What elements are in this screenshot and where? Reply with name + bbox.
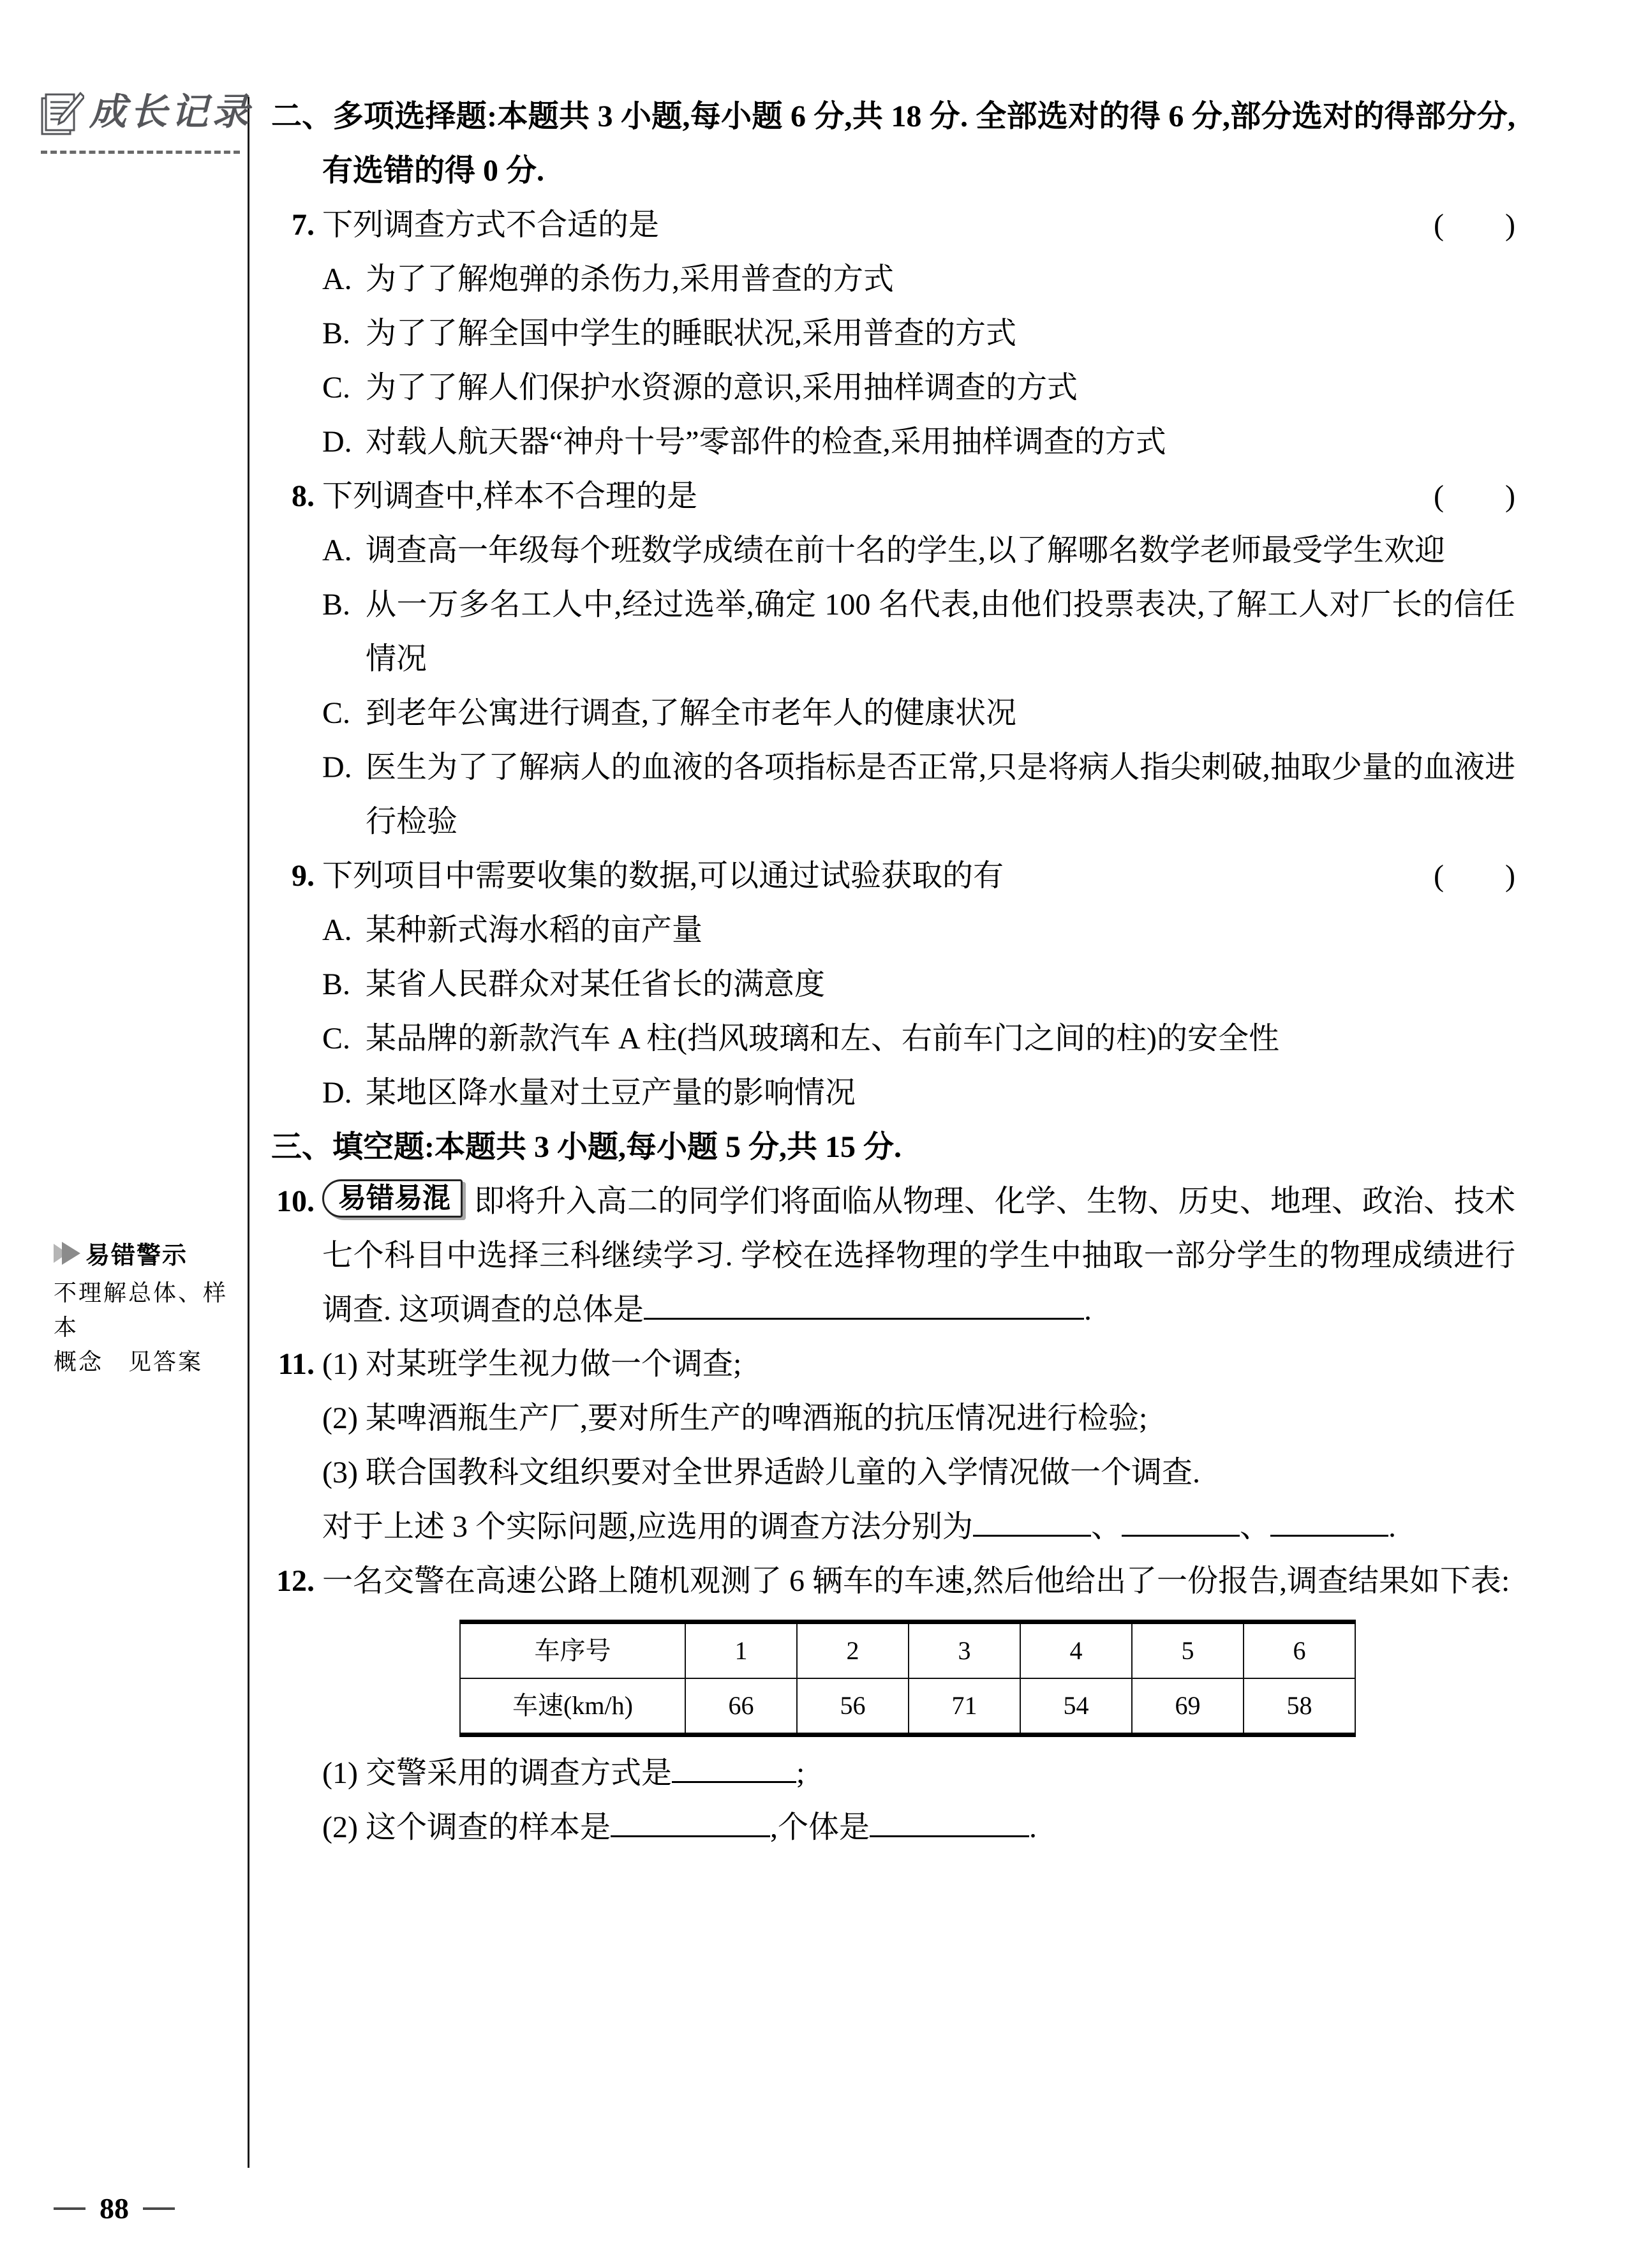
answer-brackets: ( )	[1434, 859, 1515, 893]
option-c	[322, 361, 1515, 415]
sub-item-3: (3) 联合国教科文组织要对全世界适龄儿童的入学情况做一个调查.	[322, 1456, 1200, 1489]
fill-blank-line	[973, 1511, 1091, 1537]
sentence-semicolon: ;	[796, 1756, 805, 1790]
option-text: 为了了解全国中学生的睡眠状况,采用普查的方式	[366, 317, 1017, 350]
question-10	[271, 1174, 1515, 1337]
option-text: 某省人民群众对某任省长的满意度	[366, 967, 826, 1001]
option-letter: C.	[322, 371, 351, 405]
question-11	[271, 1337, 1515, 1554]
option-text: 调查高一年级每个班数学成绩在前十名的学生,以了解哪名数学老师最受学生欢迎	[366, 533, 1446, 567]
fill-blank-line	[870, 1811, 1029, 1837]
option-b	[322, 578, 1515, 686]
option-letter: B.	[322, 967, 351, 1001]
question-7	[271, 198, 1515, 469]
question-number: 7.	[292, 208, 315, 242]
double-triangle-arrow-icon	[54, 1241, 83, 1266]
question-number: 10.	[276, 1184, 315, 1218]
fill-blank-line	[644, 1294, 1084, 1320]
question-number: 12.	[276, 1564, 315, 1598]
fill-blank-line	[1270, 1511, 1388, 1537]
question-stem: ( ) 下列调查方式不合适的是	[322, 198, 1515, 252]
speed-value-cell: 66	[685, 1678, 797, 1735]
option-letter: C.	[322, 1022, 351, 1056]
option-letter: B.	[322, 317, 351, 350]
option-d	[322, 1066, 1515, 1120]
brand-logo	[40, 92, 253, 138]
option-text: 某品牌的新款汽车 A 柱(挡风玻璃和左、右前车门之间的柱)的安全性	[366, 1022, 1279, 1056]
table-row-car-index	[460, 1622, 1355, 1679]
warning-note-line: 概念 见答案	[54, 1348, 204, 1375]
question-stem: ( ) 下列项目中需要收集的数据,可以通过试验获取的有	[322, 849, 1515, 903]
question-12	[271, 1554, 1515, 1854]
blank-separator: 、	[1240, 1510, 1271, 1544]
question-9	[271, 849, 1515, 1120]
question-stem: ( ) 下列调查中,样本不合理的是	[322, 469, 1515, 523]
speed-value-cell: 54	[1020, 1678, 1132, 1735]
sub-question-1: (1) 交警采用的调查方式是 ;	[322, 1756, 805, 1790]
sentence-period: .	[1388, 1510, 1397, 1544]
question-number: 8.	[292, 479, 315, 513]
option-a	[322, 903, 1515, 957]
table-row-speed	[460, 1678, 1355, 1735]
option-d	[322, 740, 1515, 849]
car-index-cell: 6	[1244, 1622, 1355, 1679]
page-number-dash	[54, 2207, 85, 2210]
option-text: 医生为了了解病人的血液的各项指标是否正常,只是将病人指尖刺破,抽取少量的血液进行检验	[366, 750, 1515, 839]
page-number-value: 88	[100, 2192, 129, 2225]
fill-blank-line	[1122, 1511, 1240, 1537]
option-letter: A.	[322, 262, 352, 296]
option-text: 某种新式海水稻的亩产量	[366, 913, 703, 947]
question-stem: 一名交警在高速公路上随机观测了 6 辆车的车速,然后他给出了一份报告,调查结果如下表:	[322, 1564, 1510, 1598]
question-8	[271, 469, 1515, 849]
sub-question-2: (2) 这个调查的样本是 ,个体是 .	[322, 1810, 1037, 1844]
error-prone-badge: 易错易混	[322, 1179, 463, 1218]
option-text: 从一万多名工人中,经过选举,确定 100 名代表,由他们投票表决,了解工人对厂长的信任情况	[366, 588, 1515, 676]
notepad-pencil-icon	[40, 92, 84, 138]
option-letter: A.	[322, 533, 352, 567]
speed-value-cell: 71	[909, 1678, 1020, 1735]
option-text: 到老年公寓进行调查,了解全市老年人的健康状况	[366, 696, 1017, 730]
sub-item-2: (2) 某啤酒瓶生产厂,要对所生产的啤酒瓶的抗压情况进行检验;	[322, 1401, 1148, 1435]
main-content	[271, 89, 1515, 1854]
answer-brackets: ( )	[1434, 208, 1515, 242]
option-letter: D.	[322, 750, 352, 784]
option-c	[322, 1011, 1515, 1066]
option-text: 对载人航天器“神舟十号”零部件的检查,采用抽样调查的方式	[366, 425, 1166, 459]
answer-brackets: ( )	[1434, 479, 1515, 513]
option-a	[322, 252, 1515, 306]
option-text: 为了了解人们保护水资源的意识,采用抽样调查的方式	[366, 371, 1078, 405]
fill-blank-line	[611, 1811, 770, 1837]
sidebar-divider-line	[248, 97, 249, 2168]
warning-note-line: 不理解总体、样本	[54, 1279, 228, 1340]
option-letter: B.	[322, 588, 351, 622]
conclusion-line: 对于上述 3 个实际问题,应选用的调查方法分别为 、 、 .	[322, 1510, 1397, 1544]
page-number-dash	[143, 2207, 175, 2210]
option-letter: D.	[322, 1076, 352, 1110]
fill-blank-line	[672, 1757, 796, 1783]
option-b	[322, 957, 1515, 1011]
speed-value-cell: 58	[1244, 1678, 1355, 1735]
car-index-cell: 2	[797, 1622, 909, 1679]
option-a	[322, 523, 1515, 578]
option-letter: D.	[322, 425, 352, 459]
brand-logo-text: 成长记录	[89, 91, 253, 133]
sentence-period: .	[1084, 1293, 1092, 1327]
speed-value-cell: 56	[797, 1678, 909, 1735]
option-b	[322, 306, 1515, 361]
section-heading-fill-blank: 三、填空题:本题共 3 小题,每小题 5 分,共 15 分.	[271, 1130, 902, 1164]
question-number: 9.	[292, 859, 315, 893]
page-number	[54, 2194, 175, 2223]
blank-separator: 、	[1091, 1510, 1122, 1544]
car-index-cell: 4	[1020, 1622, 1132, 1679]
logo-dashed-underline	[41, 151, 240, 154]
option-text: 为了了解炮弹的杀伤力,采用普查的方式	[366, 262, 895, 296]
sentence-period: .	[1029, 1810, 1037, 1844]
question-number: 11.	[278, 1347, 315, 1381]
speed-survey-table	[459, 1620, 1515, 1737]
row-header-cell: 车序号	[460, 1622, 685, 1679]
car-index-cell: 1	[685, 1622, 797, 1679]
option-d	[322, 415, 1515, 469]
car-index-cell: 5	[1132, 1622, 1244, 1679]
option-letter: C.	[322, 696, 351, 730]
warning-note-title: 易错警示	[85, 1242, 188, 1269]
sub-item-1: (1) 对某班学生视力做一个调查;	[322, 1347, 742, 1381]
car-index-cell: 3	[909, 1622, 1020, 1679]
speed-value-cell: 69	[1132, 1678, 1244, 1735]
row-header-cell: 车速(km/h)	[460, 1678, 685, 1735]
error-warning-note	[54, 1235, 248, 1379]
section-heading-multiple-choice: 二、多项选择题:本题共 3 小题,每小题 6 分,共 18 分. 全部选对的得 6 分,部分选对的得部分分,有选错的得 0 分.	[271, 100, 1515, 188]
option-letter: A.	[322, 913, 352, 947]
option-text: 某地区降水量对土豆产量的影响情况	[366, 1076, 856, 1110]
option-c	[322, 686, 1515, 740]
question-stem: 易错易混 即将升入高二的同学们将面临从物理、化学、生物、历史、地理、政治、技术七个科目中选择三科继续学习. 学校在选择物理的学生中抽取一部分学生的物理成绩进行调查. 这项调查的总体是 .	[322, 1174, 1515, 1337]
